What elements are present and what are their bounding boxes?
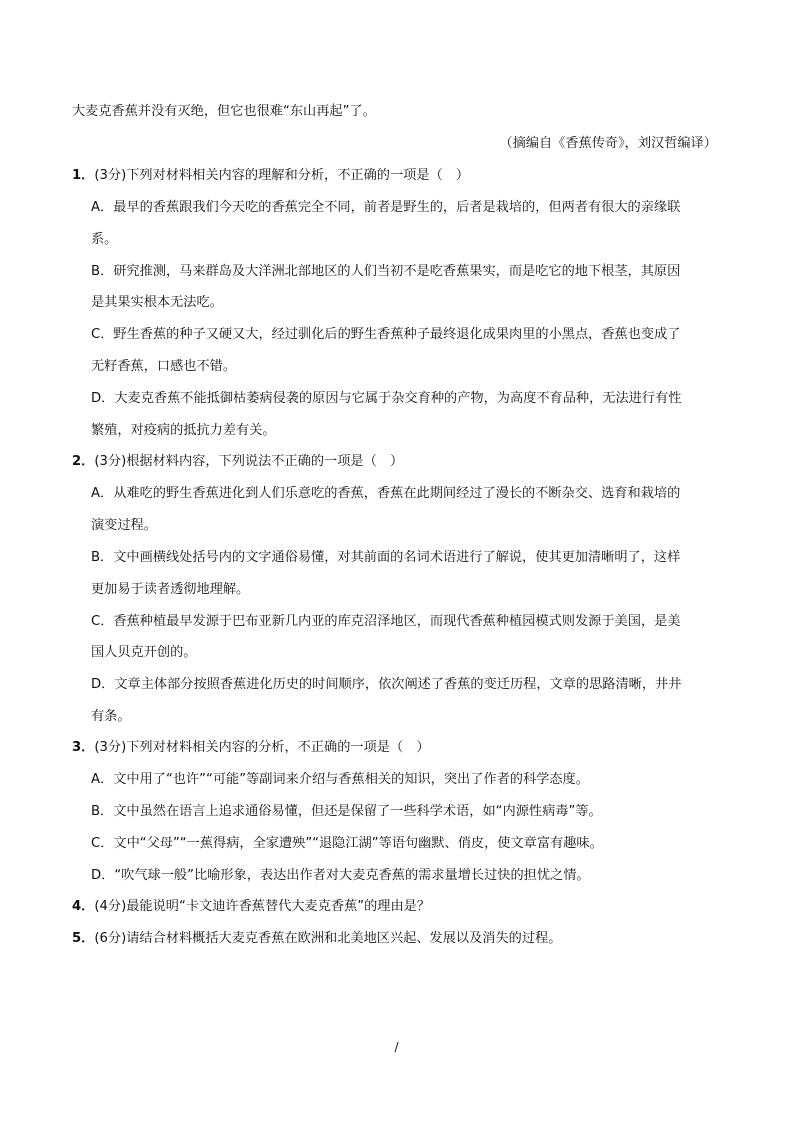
q1-option-a-line-1: A．最早的香蕉跟我们今天吃的香蕉完全不同，前者是野生的，后者是栽培的，但两者有很大的亲缘联 — [91, 200, 681, 215]
question-number: 3． — [72, 740, 95, 755]
question-5 — [72, 929, 561, 949]
question-number: 1． — [72, 168, 95, 183]
q1-option-b-line-2: 是其果实根本无法吃。 — [91, 295, 223, 310]
passage-source: （摘编自《香蕉传奇》，刘汉哲编译） — [499, 136, 717, 151]
question-stem: (3分)下列对材料相关内容的理解和分析，不正确的一项是（ ） — [94, 168, 470, 183]
passage-last-line: 大麦克香蕉并没有灭绝，但它也很难“东山再起”了。 — [72, 104, 376, 119]
q3-option-c: C．文中“父母”“一蕉得病，全家遭殃”“退隐江湖”等语句幽默、俏皮，使文章富有趣味。 — [91, 836, 603, 851]
q2-option-a-line-1: A．从难吃的野生香蕉进化到人们乐意吃的香蕉，香蕉在此期间经过了漫长的不断杂交、选育和栽培的 — [91, 486, 681, 501]
page-footer-marker: / — [394, 1040, 399, 1054]
q2-option-b-line-1: B．文中画横线处括号内的文字通俗易懂，对其前面的名词术语进行了解说，使其更加清晰明了，这样 — [91, 550, 681, 565]
question-3 — [72, 738, 430, 758]
q3-option-d: D．“吹气球一般”比喻形象，表达出作者对大麦克香蕉的需求量增长过快的担忧之情。 — [91, 868, 590, 883]
q1-option-b-line-1: B．研究推测，马来群岛及大洋洲北部地区的人们当初不是吃香蕉果实，而是吃它的地下根茎，其原因 — [91, 264, 681, 279]
question-1 — [72, 166, 469, 186]
q2-option-d-line-1: D．文章主体部分按照香蕉进化历史的时间顺序，依次阐述了香蕉的变迁历程，文章的思路清晰，井井 — [91, 677, 682, 692]
q1-option-c-line-1: C．野生香蕉的种子又硬又大，经过驯化后的野生香蕉种子最终退化成果肉里的小黑点，香蕉也变成了 — [91, 327, 681, 342]
question-stem: (4分)最能说明“卡文迪许香蕉替代大麦克香蕉”的理由是？ — [94, 899, 431, 914]
question-2 — [72, 452, 403, 472]
q1-option-c-line-2: 无籽香蕉，口感也不错。 — [91, 359, 237, 374]
q1-option-a-line-2: 系。 — [91, 232, 118, 247]
question-4 — [72, 897, 430, 917]
question-number: 2． — [72, 454, 95, 469]
q1-option-d-line-1: D．大麦克香蕉不能抵御枯萎病侵袭的原因与它属于杂交育种的产物，为高度不育品种，无法进行有性 — [91, 391, 682, 406]
q3-option-b: B．文中虽然在语言上追求通俗易懂，但还是保留了一些科学术语，如“内源性病毒”等。 — [91, 804, 602, 819]
q2-option-c-line-1: C．香蕉种植最早发源于巴布亚新几内亚的库克沼泽地区，而现代香蕉种植园模式则发源于美国，是美 — [91, 614, 681, 629]
q2-option-b-line-2: 更加易于读者透彻地理解。 — [91, 582, 250, 597]
q3-option-a: A．文中用了“也许”“可能”等副词来介绍与香蕉相关的知识，突出了作者的科学态度。 — [91, 772, 589, 787]
question-number: 4． — [72, 899, 95, 914]
q1-option-d-line-2: 繁殖，对疫病的抵抗力差有关。 — [91, 423, 276, 438]
question-stem: (3分)根据材料内容，下列说法不正确的一项是（ ） — [94, 454, 404, 469]
question-stem: (3分)下列对材料相关内容的分析，不正确的一项是（ ） — [94, 740, 430, 755]
q2-option-d-line-2: 有条。 — [91, 709, 131, 724]
q2-option-c-line-2: 国人贝克开创的。 — [91, 645, 197, 660]
question-stem: (6分)请结合材料概括大麦克香蕉在欧洲和北美地区兴起、发展以及消失的过程。 — [94, 931, 562, 946]
question-number: 5． — [72, 931, 95, 946]
q2-option-a-line-2: 演变过程。 — [91, 518, 157, 533]
